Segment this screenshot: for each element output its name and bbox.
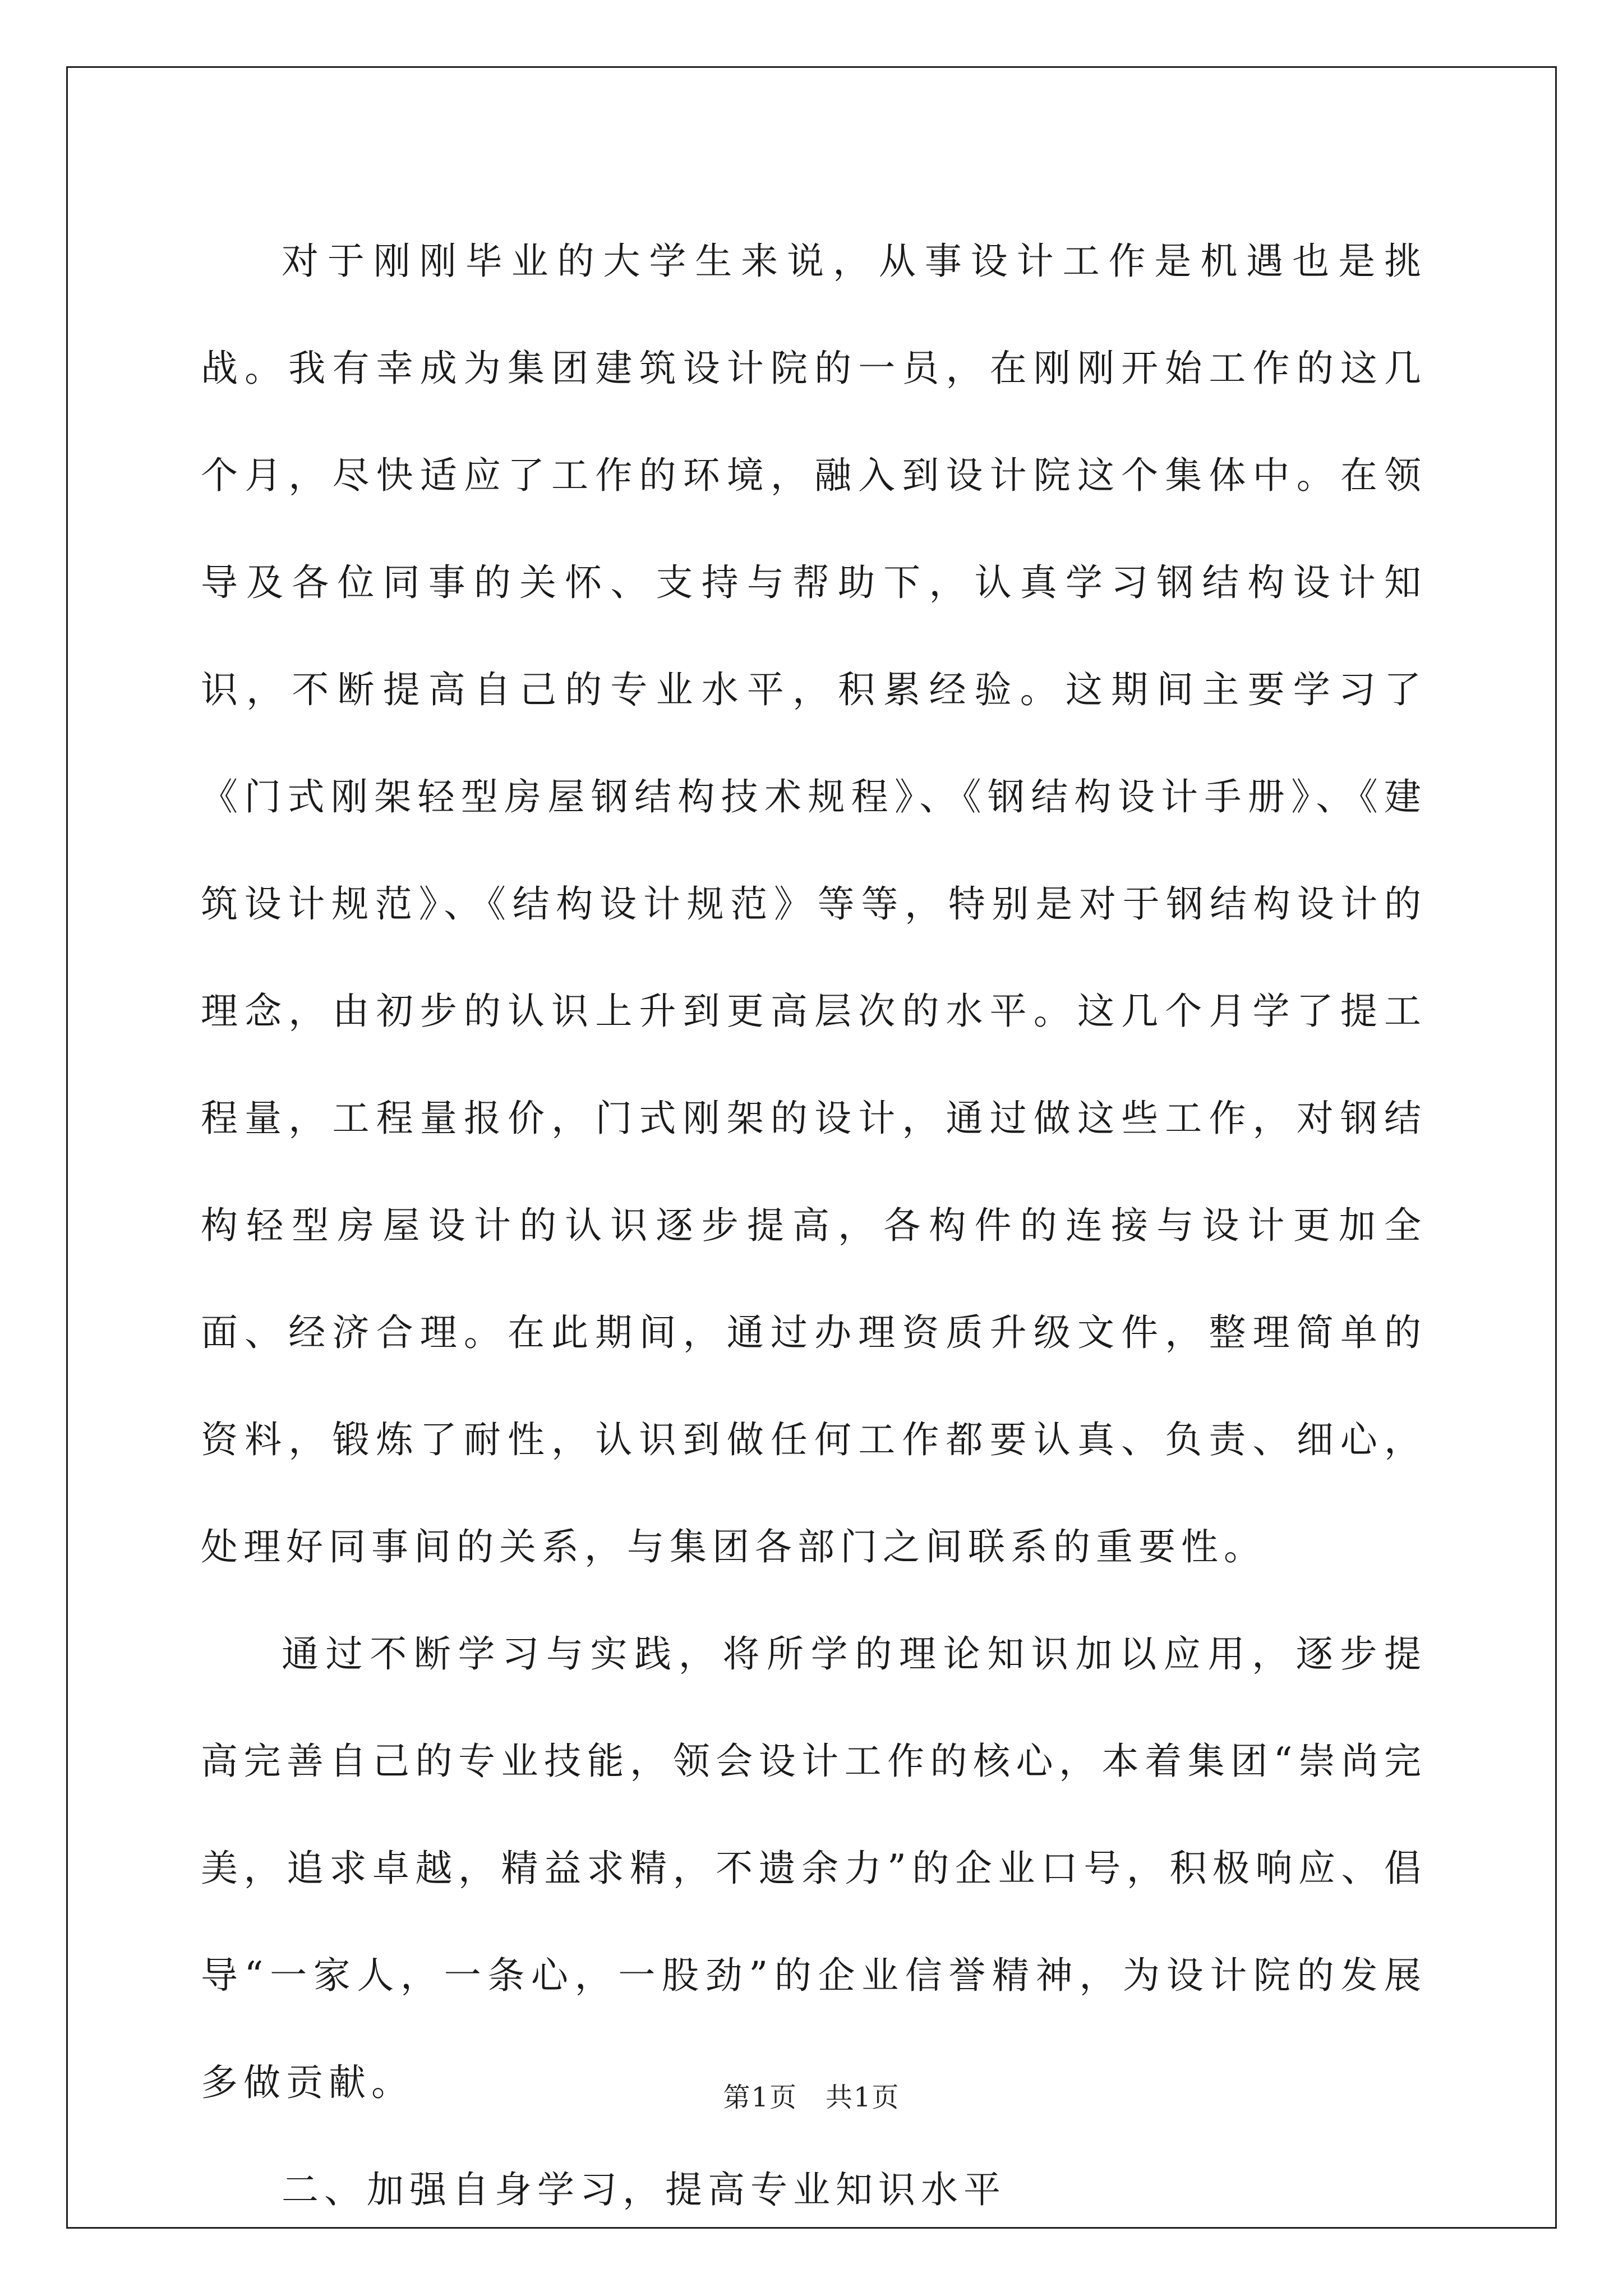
section-heading: 二、加强自身学习，提高专业知识水平: [282, 2168, 1006, 2211]
paragraph-2: 通过不断学习与实践，将所学的理论知识加以应用，逐步提高完善自己的专业技能，领会设计工作的核心，本着集团“崇尚完美，追求卓越，精益求精，不遗余力”的企业口号，积极响应、倡导“一家人，一条心，一股劲”的企业信誉精神，为设计院的发展多做贡献。: [201, 1632, 1427, 2104]
paragraph-1: 对于刚刚毕业的大学生来说，从事设计工作是机遇也是挑战。我有幸成为集团建筑设计院的一员，在刚刚开始工作的这几个月，尽快适应了工作的环境，融入到设计院这个集体中。在领导及各位同事的关怀、支持与帮助下，认真学习钢结构设计知识，不断提高自己的专业水平，积累经验。这期间主要学习了《门式刚架轻型房屋钢结构技术规程》、《钢结构设计手册》、《建筑设计规范》、《结构设计规范》等等，特别是对于钢结构设计的理念，由初步的认识上升到更高层次的水平。这几个月学了提工程量，工程量报价，门式刚架的设计，通过做这些工作，对钢结构轻型房屋设计的认识逐步提高，各构件的连接与设计更加全面、经济合理。在此期间，通过办理资质升级文件，整理简单的资料，锻炼了耐性，认识到做任何工作都要认真、负责、细心，处理好同事间的关系，与集团各部门之间联系的重要性。: [201, 240, 1427, 1568]
document-body: [201, 208, 1427, 2243]
page-footer: 第1页 共1页: [723, 2082, 900, 2113]
